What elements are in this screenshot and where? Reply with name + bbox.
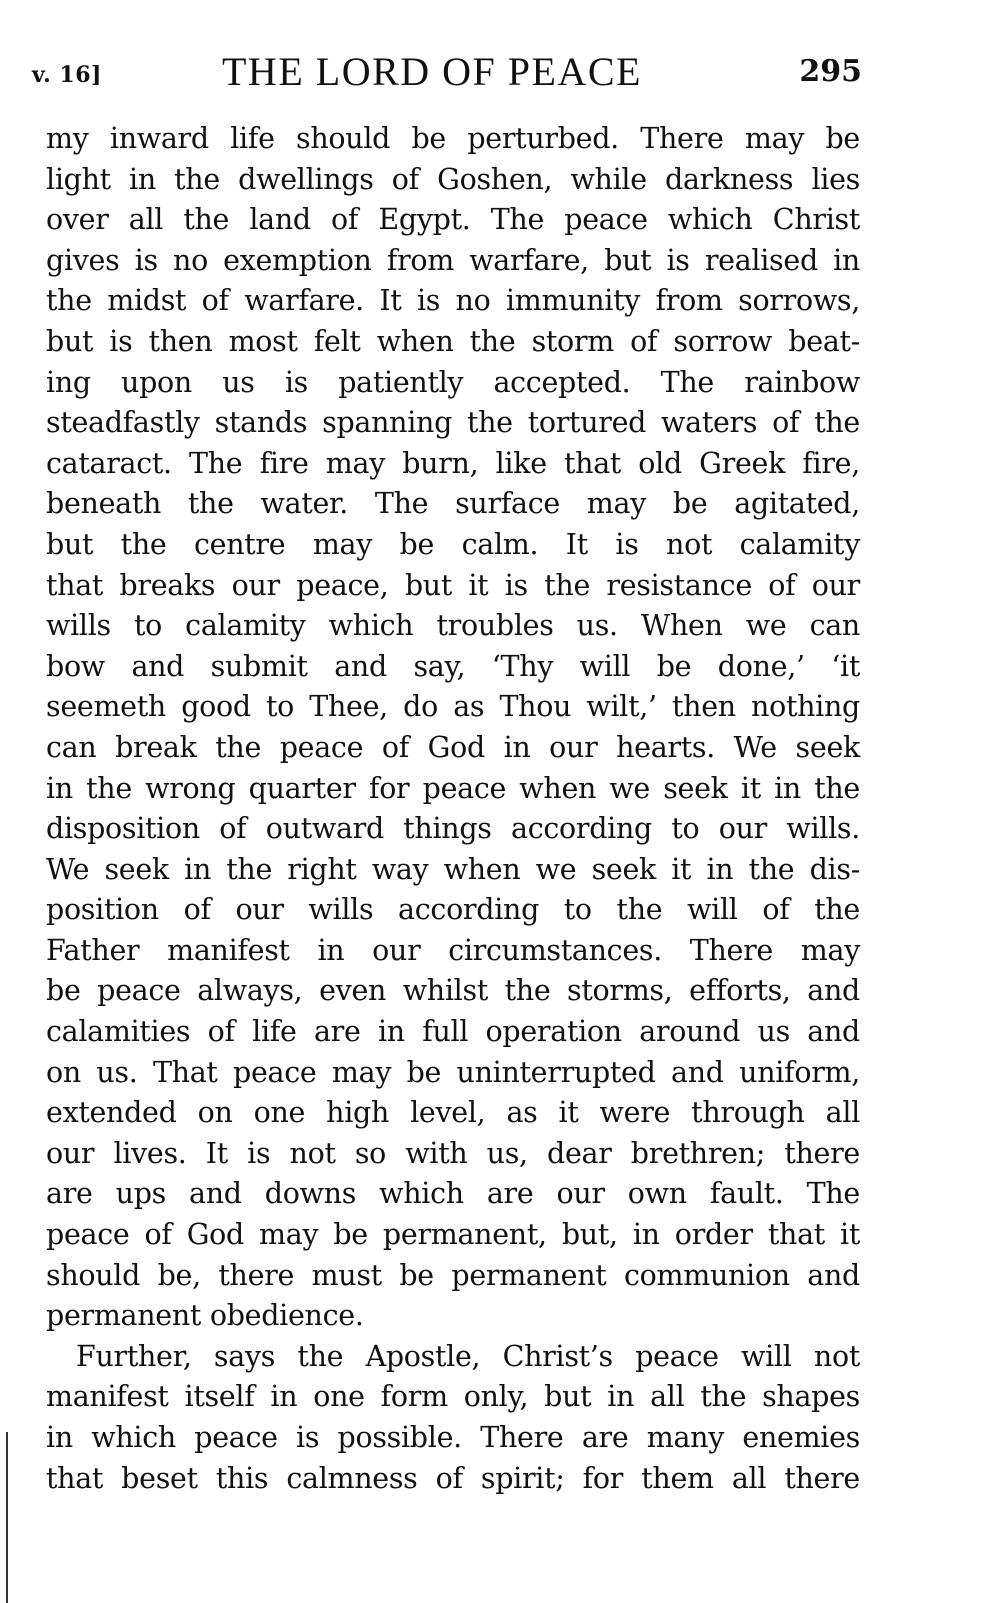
text-line: calamities of life are in full operation around us and (46, 1015, 860, 1049)
body-text (46, 119, 860, 1499)
text-line: my inward life should be perturbed. There may be (46, 122, 860, 155)
text-line: steadfastly stands spanning the tortured waters of the (46, 406, 860, 440)
text-line: beneath the water. The surface may be agitated, (46, 487, 860, 521)
text-line: position of our wills according to the will of the (46, 893, 860, 927)
text-line: cataract. The fire may burn, like that old Greek fire, (46, 446, 860, 480)
text-line: are ups and downs which are our own fault. The (46, 1177, 860, 1211)
text-line: Further, says the Apostle, Christ’s peace will not (76, 1339, 860, 1373)
text-line: should be, there must be permanent communion and (46, 1258, 860, 1292)
text-line: We seek in the right way when we seek it in the dis- (46, 852, 860, 886)
text-line: peace of God may be permanent, but, in order that it (46, 1218, 860, 1252)
text-line: manifest itself in one form only, but in all the shapes (46, 1380, 860, 1414)
text-line: that breaks our peace, but it is the resistance of our (46, 568, 860, 602)
text-line: that beset this calmness of spirit; for them all there (46, 1461, 860, 1495)
text-line: ing upon us is patiently accepted. The rainbow (46, 365, 860, 399)
paragraph-1 (46, 119, 860, 1337)
scan-edge-line (6, 1432, 8, 1603)
verse-reference: v. 16] (32, 62, 102, 88)
text-line: on us. That peace may be uninterrupted and uniform, (46, 1055, 860, 1089)
text-line: wills to calamity which troubles us. When we can (46, 609, 860, 643)
paragraph-2 (46, 1337, 860, 1499)
text-line: in which peace is possible. There are many enemies (46, 1421, 860, 1454)
text-line: in the wrong quarter for peace when we seek it in the (46, 771, 860, 805)
text-line: seemeth good to Thee, do as Thou wilt,’ then nothing (46, 690, 860, 724)
text-line: but the centre may be calm. It is not calamity (46, 527, 860, 561)
text-line: gives is no exemption from warfare, but is realised in (46, 243, 860, 277)
text-line: but is then most felt when the storm of sorrow beat- (46, 324, 860, 358)
text-line: light in the dwellings of Goshen, while darkness lies (46, 162, 860, 196)
page-number: 295 (799, 54, 862, 89)
text-line: permanent obedience. (46, 1299, 364, 1333)
text-line: can break the peace of God in our hearts. We seek (46, 730, 860, 764)
text-line: over all the land of Egypt. The peace which Christ (46, 203, 860, 237)
text-line: disposition of outward things according to our wills. (46, 812, 860, 846)
text-line: extended on one high level, as it were through all (46, 1096, 860, 1130)
running-header (32, 46, 862, 96)
text-line: our lives. It is not so with us, dear brethren; there (46, 1136, 860, 1170)
text-line: be peace always, even whilst the storms, efforts, and (46, 974, 860, 1008)
running-title: THE LORD OF PEACE (222, 49, 642, 94)
text-line: Father manifest in our circumstances. There may (46, 933, 860, 967)
text-line: bow and submit and say, ‘Thy will be done,’ ‘it (46, 649, 860, 683)
text-line: the midst of warfare. It is no immunity from sorrows, (46, 284, 860, 318)
